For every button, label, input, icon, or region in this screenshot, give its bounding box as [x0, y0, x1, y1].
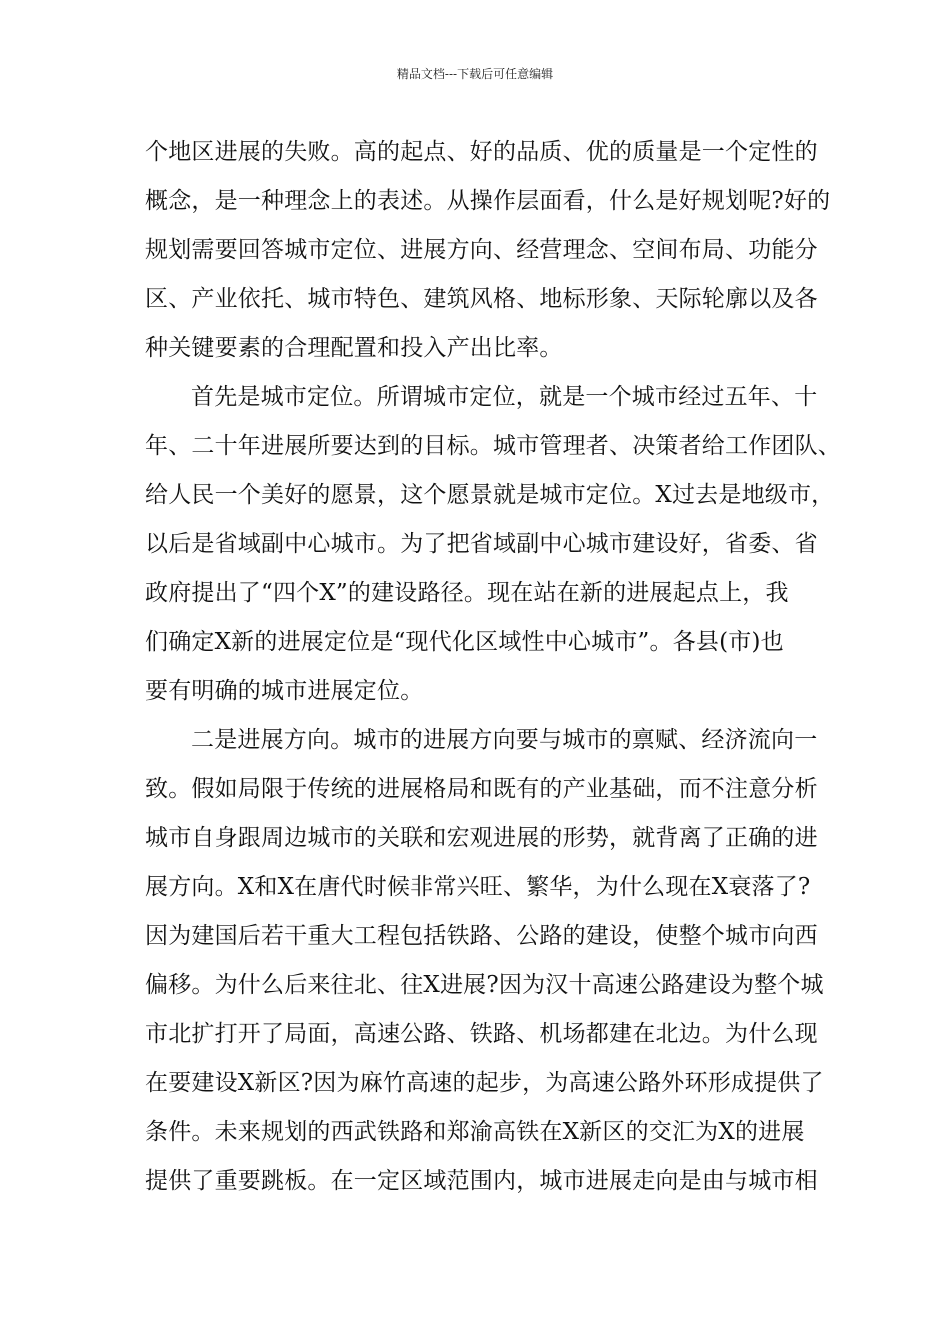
- paragraph-first-line: 首先是城市定位。所谓城市定位，就是一个城市经过五年、十: [191, 384, 818, 410]
- text-line: 致。假如局限于传统的进展格局和既有的产业基础，而不注意分析: [145, 776, 818, 802]
- document-body: [145, 128, 841, 1206]
- text-line: 条件。未来规划的西武铁路和郑渝高铁在X新区的交汇为X的进展: [145, 1119, 805, 1145]
- text-line: 概念，是一种理念上的表述。从操作层面看，什么是好规划呢?好的: [145, 188, 831, 214]
- text-line: 提供了重要跳板。在一定区域范围内，城市进展走向是由与城市相: [145, 1168, 818, 1194]
- text-line: 规划需要回答城市定位、进展方向、经营理念、空间布局、功能分: [145, 237, 818, 263]
- text-line: 年、二十年进展所要达到的目标。城市管理者、决策者给工作团队、: [145, 433, 841, 459]
- text-line: 展方向。X和X在唐代时候非常兴旺、繁华，为什么现在X衰落了?: [145, 874, 811, 900]
- text-line: 政府提出了“四个X”的建设路径。现在站在新的进展起点上，我: [145, 580, 789, 606]
- text-line: 个地区进展的失败。高的起点、好的品质、优的质量是一个定性的: [145, 139, 818, 165]
- text-line: 因为建国后若干重大工程包括铁路、公路的建设，使整个城市向西: [145, 923, 818, 949]
- text-line: 城市自身跟周边城市的关联和宏观进展的形势，就背离了正确的进: [145, 825, 818, 851]
- page-header: 精品文档---下载后可任意编辑: [396, 67, 554, 81]
- text-line: 在要建设X新区?因为麻竹高速的起步，为高速公路外环形成提供了: [145, 1070, 824, 1096]
- text-line: 区、产业依托、城市特色、建筑风格、地标形象、天际轮廓以及各: [145, 286, 818, 312]
- text-line: 种关键要素的合理配置和投入产出比率。: [145, 335, 563, 361]
- paragraph-first-line: 二是进展方向。城市的进展方向要与城市的禀赋、经济流向一: [191, 727, 818, 753]
- text-line: 们确定X新的进展定位是“现代化区域性中心城市”。各县(市)也: [145, 629, 784, 655]
- text-line: 要有明确的城市进展定位。: [145, 678, 424, 704]
- text-line: 给人民一个美好的愿景，这个愿景就是城市定位。X过去是地级市，: [145, 482, 835, 508]
- text-line: 偏移。为什么后来往北、往X进展?因为汉十高速公路建设为整个城: [145, 972, 824, 998]
- text-line: 市北扩打开了局面，高速公路、铁路、机场都建在北边。为什么现: [145, 1021, 818, 1047]
- text-line: 以后是省域副中心城市。为了把省域副中心城市建设好，省委、省: [145, 531, 818, 557]
